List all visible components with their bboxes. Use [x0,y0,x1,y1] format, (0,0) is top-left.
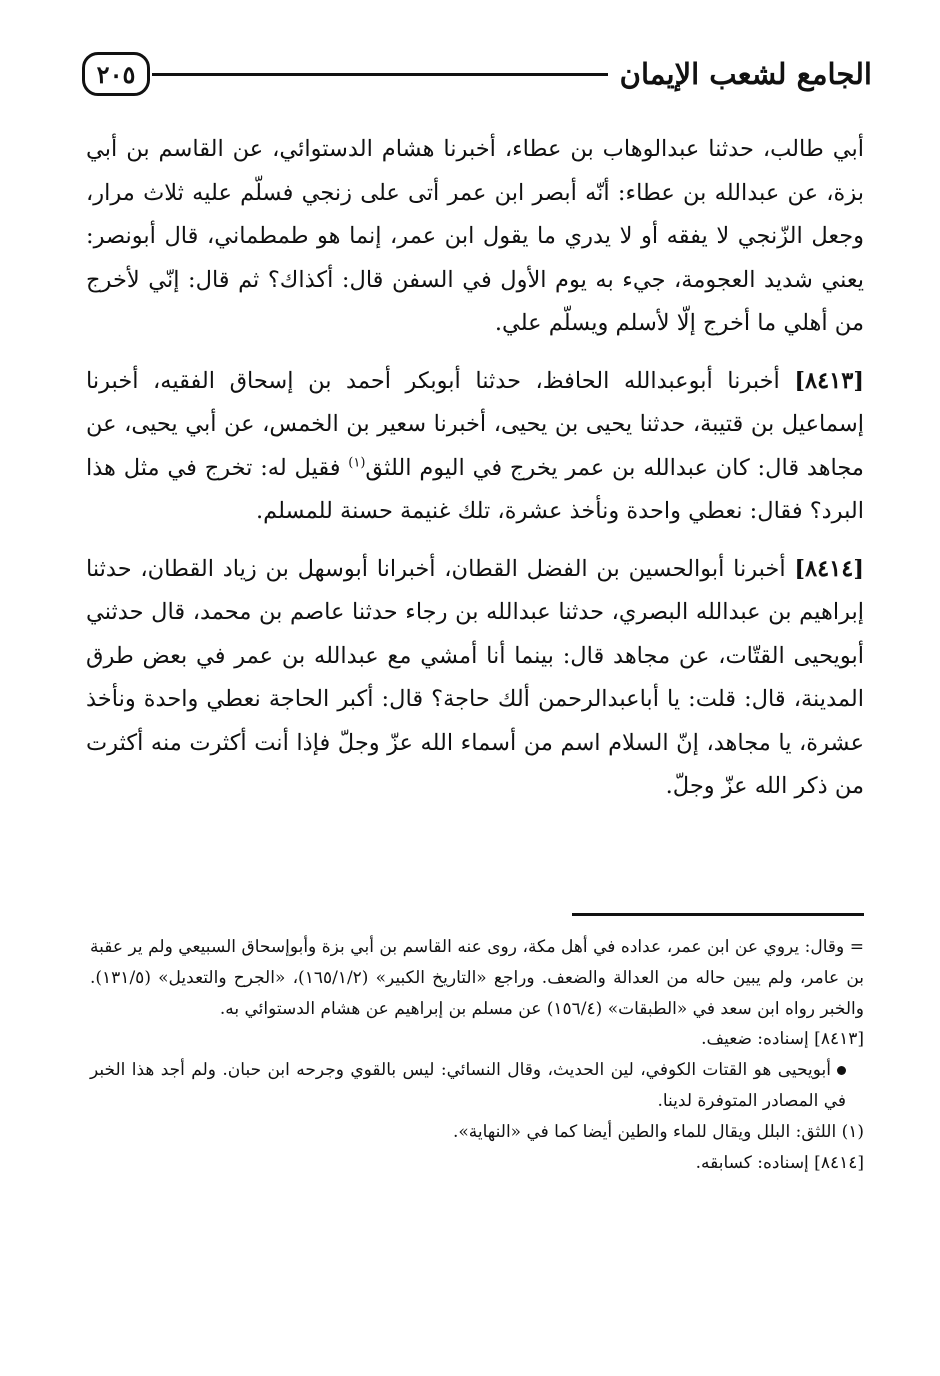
bullet-icon [837,1066,846,1075]
paragraph-1: أبي طالب، حدثنا عبدالوهاب بن عطاء، أخبرنا هشام الدستوائي، عن القاسم بن أبي بزة، عن عبدالله بن عطاء: أنّه أبصر ابن عمر أتى على زنجي فسلّم عليه ثلاث مرار، وجعل الزّنجي لا يفقه أو لا يدري ما يقول ابن عمر، إنما هو طمطماني، قال أبونصر: يعني شديد العجومة، جيء به يوم الأول في السفن قال: أكذاك؟ ثم قال: إنّي لأخرج من أهلي ما أخرج إلّا لأسلم ويسلّم علي. [86,136,864,336]
paragraph-8413 [86,360,864,534]
footnote-8413-note [90,1055,864,1117]
paragraph-text: أخبرنا أبوالحسين بن الفضل القطان، أخبرانا أبوسهل بن زياد القطان، حدثنا إبراهيم بن عبدالله البصري، حدثنا عبدالله بن رجاء حدثنا عاصم بن محمد، قال حدثني أبويحيى القتّات، عن مجاهد قال: بينما أنا أمشي مع عبدالله بن عمر في بعض طرق المدينة، قال: قلت: يا أباعبدالرحمن ألك حاجة؟ قال: أكبر الحاجة نعطي واحدة ونأخذ عشرة، يا مجاهد، إنّ السلام اسم من أسماء الله عزّ وجلّ فإذا أنت أكثرت منه أكثرت من ذكر الله عزّ وجلّ. [86,555,864,799]
footnote-marker: (١) [348,455,366,470]
book-title: الجامع لشعب الإيمان [619,57,872,91]
paragraph-text: فقيل له: تخرج في مثل هذا البرد؟ فقال: نعطي واحدة ونأخذ عشرة، تلك غنيمة حسنة للمسلم. [86,454,864,524]
page-number: ٢٠٥ [82,52,150,96]
footnote-8414: [٨٤١٤] إسناده: كسابقه. [695,1152,864,1173]
paragraph-8414 [86,548,864,809]
header-rule [152,73,608,76]
footnote-text: أبويحيى هو القتات الكوفي، لين الحديث، وقال النسائي: ليس بالقوي وجرحه ابن حبان. ولم أجد هذا الخبر في المصادر المتوفرة لدينا. [90,1060,846,1111]
running-header [82,44,872,104]
footnote-1: (١) اللثق: البلل ويقال للماء والطين أيضا كما في «النهاية». [452,1121,864,1142]
hadith-number: [٨٤١٣] [794,367,864,394]
hadith-number: [٨٤١٤] [794,555,865,582]
footnote-8413: [٨٤١٣] إسناده: ضعيف. [701,1029,864,1050]
main-text [86,128,864,823]
paragraph-text: أخبرنا أبوعبدالله الحافظ، حدثنا أبوبكر أحمد بن إسحاق الفقيه، أخبرنا إسماعيل بن قتيبة، حدثنا يحيى بن يحيى، أخبرنا سعير بن الخمس، عن أبي يحيى، عن مجاهد قال: كان عبدالله بن عمر يخرج في اليوم اللثق [86,367,864,481]
footnotes [90,932,864,1178]
footnote-continued: = وقال: يروي عن ابن عمر، عداده في أهل مكة، روى عنه القاسم بن أبي بزة وأبوإسحاق السبيعي ولم ير عقبة بن عامر، ولم يبين حاله من العدالة والضعف. وراجع «التاريخ الكبير» (١٦٥/١/٢)، «الجرح والتعديل» (١٣١/٥). والخبر رواه ابن سعد في «الطبقات» (١٥٦/٤) عن مسلم بن إبراهيم عن هشام الدستوائي به. [90,937,864,1019]
footnote-rule [572,913,864,916]
